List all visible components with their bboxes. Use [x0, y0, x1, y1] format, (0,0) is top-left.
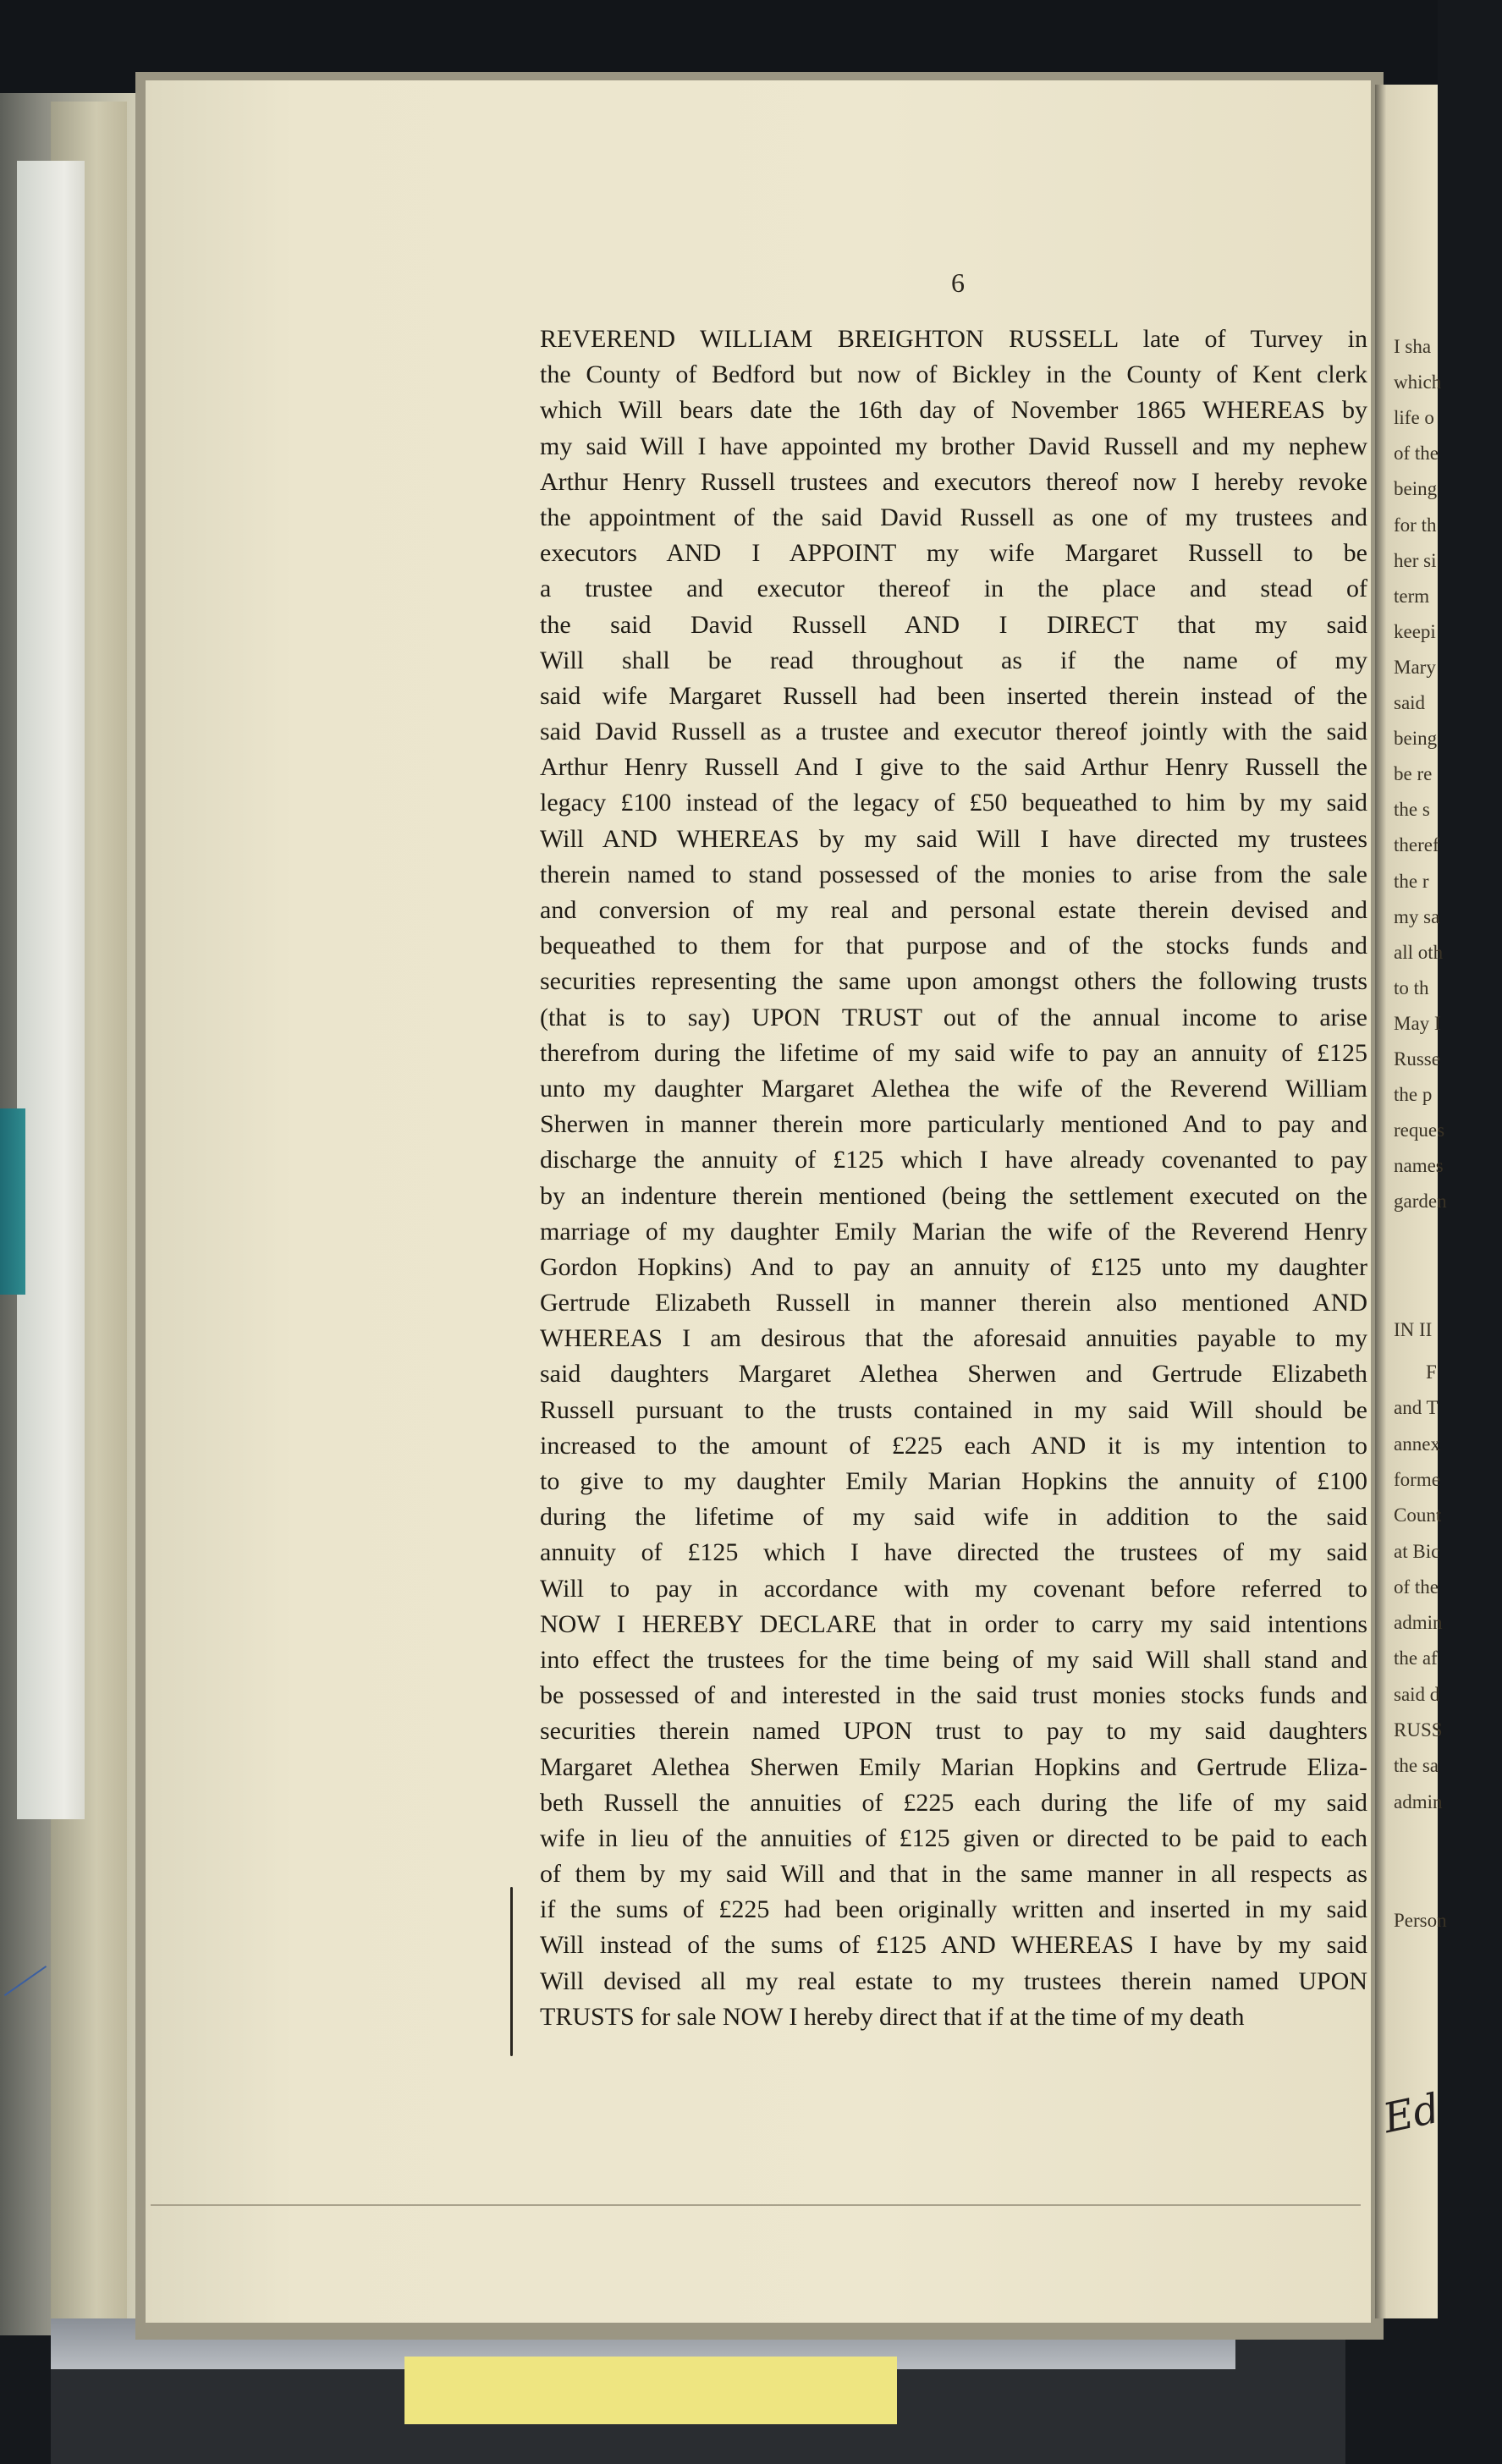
text-line: said daughters Margaret Alethea Sherwen and Gertrude Elizabeth [540, 1360, 1367, 1389]
page-number: 6 [951, 267, 965, 298]
adjacent-text-fragment: names [1394, 1155, 1444, 1177]
text-line: bequeathed to them for that purpose and of the stocks funds and [540, 932, 1367, 960]
text-line: Will AND WHEREAS by my said Will I have directed my trustees [540, 824, 1367, 853]
text-line: marriage of my daughter Emily Marian the wife of the Reverend Henry [540, 1217, 1367, 1246]
adjacent-text-fragment: which [1394, 371, 1442, 393]
text-line: wife in lieu of the annuities of £125 given or directed to be paid to each [540, 1823, 1367, 1852]
text-line: Will instead of the sums of £125 AND WHEREAS I have by my said [540, 1931, 1367, 1960]
adjacent-text-fragment: life o [1394, 407, 1434, 429]
adjacent-text-fragment: forme [1394, 1468, 1440, 1490]
text-line: said David Russell as a trustee and executor thereof jointly with the said [540, 718, 1367, 746]
text-line: therein named to stand possessed of the monies to arise from the sale [540, 860, 1367, 888]
text-line: Gordon Hopkins) And to pay an annuity of £125 unto my daughter [540, 1252, 1367, 1281]
text-line: the said David Russell AND I DIRECT that my said [540, 610, 1367, 639]
adjacent-text-fragment: of the [1394, 1576, 1439, 1598]
adjacent-text-fragment: and T [1394, 1397, 1439, 1419]
adjacent-text-fragment: at Bic [1394, 1540, 1440, 1562]
text-line: Arthur Henry Russell trustees and executors thereof now I hereby revoke [540, 467, 1367, 496]
text-line: Russell pursuant to the trusts contained in my said Will should be [540, 1395, 1367, 1424]
text-line: be possessed of and interested in the said trust monies stocks funds and [540, 1681, 1367, 1710]
text-line: TRUSTS for sale NOW I hereby direct that if at the time of my death [540, 2002, 1245, 2031]
text-line: said wife Margaret Russell had been inserted therein instead of the [540, 681, 1367, 710]
text-line: executors AND I APPOINT my wife Margaret Russell to be [540, 539, 1367, 568]
text-line: legacy £100 instead of the legacy of £50 bequeathed to him by my said [540, 789, 1367, 817]
teal-binding-tab [0, 1108, 25, 1295]
adjacent-text-fragment: I sha [1394, 336, 1432, 357]
text-line: of them by my said Will and that in the same manner in all respects as [540, 1860, 1367, 1889]
text-line: my said Will I have appointed my brother David Russell and my nephew [540, 432, 1367, 460]
adjacent-text-fragment: Count [1394, 1504, 1442, 1526]
text-line: during the lifetime of my said wife in addition to the said [540, 1503, 1367, 1532]
adjacent-text-fragment: the r [1394, 870, 1429, 892]
text-line: Will shall be read throughout as if the name of my [540, 646, 1367, 674]
yellow-sticky-note [404, 2357, 897, 2424]
text-line: the County of Bedford but now of Bickley in the County of Kent clerk [540, 360, 1367, 389]
adjacent-text-fragment: to th [1394, 976, 1429, 998]
adjacent-text-fragment: my sa [1394, 905, 1440, 927]
adjacent-text-fragment: IN II [1394, 1319, 1433, 1340]
adjacent-text-fragment: theref [1394, 834, 1439, 856]
text-line: securities therein named UPON trust to pay to my said daughters [540, 1717, 1367, 1746]
adjacent-text-fragment: of the [1394, 443, 1439, 465]
adjacent-text-fragment: Russe [1394, 1048, 1440, 1070]
text-line: the appointment of the said David Russell as one of my trustees and [540, 503, 1367, 531]
text-line: to give to my daughter Emily Marian Hopkins the annuity of £100 [540, 1467, 1367, 1495]
adjacent-text-fragment: her si [1394, 549, 1437, 571]
adjacent-text-fragment: admin [1394, 1790, 1443, 1812]
text-line: if the sums of £225 had been originally written and inserted in my said [540, 1895, 1367, 1924]
adjacent-text-fragment: reques [1394, 1119, 1445, 1141]
adjacent-text-fragment: all oth [1394, 941, 1444, 963]
text-line: NOW I HEREBY DECLARE that in order to carry my said intentions [540, 1609, 1367, 1638]
text-line: a trustee and executor thereof in the place and stead of [540, 575, 1367, 603]
text-line: which Will bears date the 16th day of November 1865 WHEREAS by [540, 396, 1367, 425]
adjacent-text-fragment: said d [1394, 1683, 1440, 1705]
left-page-sheet [17, 161, 85, 1819]
text-line: increased to the amount of £225 each AND it is my intention to [540, 1431, 1367, 1460]
text-line: annuity of £125 which I have directed the trustees of my said [540, 1538, 1367, 1567]
adjacent-text-fragment: said [1394, 692, 1426, 713]
text-line: discharge the annuity of £125 which I have already covenanted to pay [540, 1146, 1367, 1174]
adjacent-text-fragment: the af [1394, 1647, 1438, 1669]
margin-bracket-mark [510, 1887, 513, 2056]
adjacent-text-fragment: RUSS [1394, 1719, 1443, 1741]
text-line: Will to pay in accordance with my covenant before referred to [540, 1574, 1367, 1603]
body-text [540, 322, 1367, 2035]
text-line: REVEREND WILLIAM BREIGHTON RUSSELL late of Turvey in [540, 325, 1367, 353]
text-line: beth Russell the annuities of £225 each during the life of my said [540, 1788, 1367, 1817]
text-line: (that is to say) UPON TRUST out of the annual income to arise [540, 1003, 1367, 1031]
text-line: into effect the trustees for the time being of my said Will shall stand and [540, 1645, 1367, 1674]
text-line: WHEREAS I am desirous that the aforesaid annuities payable to my [540, 1324, 1367, 1353]
adjacent-text-fragment: admin [1394, 1612, 1443, 1634]
page-bottom-rule [151, 2204, 1361, 2206]
text-line: Gertrude Elizabeth Russell in manner therein also mentioned AND [540, 1289, 1367, 1317]
adjacent-text-fragment: the p [1394, 1084, 1433, 1106]
text-line: and conversion of my real and personal estate therein devised and [540, 896, 1367, 924]
adjacent-text-fragment: being [1394, 478, 1438, 500]
adjacent-text-fragment: keepi [1394, 620, 1436, 642]
text-line: therefrom during the lifetime of my said wife to pay an annuity of £125 [540, 1038, 1367, 1067]
adjacent-text-fragment: garden [1394, 1191, 1447, 1213]
text-line: Margaret Alethea Sherwen Emily Marian Hopkins and Gertrude Eliza- [540, 1752, 1367, 1781]
adjacent-text-fragment: Person [1394, 1910, 1447, 1931]
text-line: unto my daughter Margaret Alethea the wife of the Reverend William [540, 1074, 1367, 1103]
adjacent-text-fragment: May I [1394, 1012, 1441, 1034]
adjacent-text-fragment: being [1394, 728, 1438, 750]
text-line: Sherwen in manner therein more particularly mentioned And to pay and [540, 1110, 1367, 1139]
text-line: securities representing the same upon amongst others the following trusts [540, 967, 1367, 996]
adjacent-text-fragment: Mary [1394, 656, 1436, 678]
adjacent-text-fragment: term [1394, 585, 1430, 607]
text-line: Will devised all my real estate to my trustees therein named UPON [540, 1966, 1367, 1995]
text-line: Arthur Henry Russell And I give to the said Arthur Henry Russell the [540, 753, 1367, 782]
adjacent-text-fragment: F [1426, 1361, 1437, 1383]
adjacent-text-fragment: the sa [1394, 1755, 1439, 1777]
adjacent-text-fragment: for th [1394, 514, 1437, 536]
adjacent-text-fragment: annex [1394, 1433, 1440, 1455]
adjacent-text-fragment: be re [1394, 763, 1433, 785]
adjacent-text-fragment: the s [1394, 799, 1430, 821]
text-line: by an indenture therein mentioned (being the settlement executed on the [540, 1181, 1367, 1210]
adjacent-page [1375, 85, 1447, 2318]
handwritten-signature: Ed [1378, 2084, 1444, 2143]
